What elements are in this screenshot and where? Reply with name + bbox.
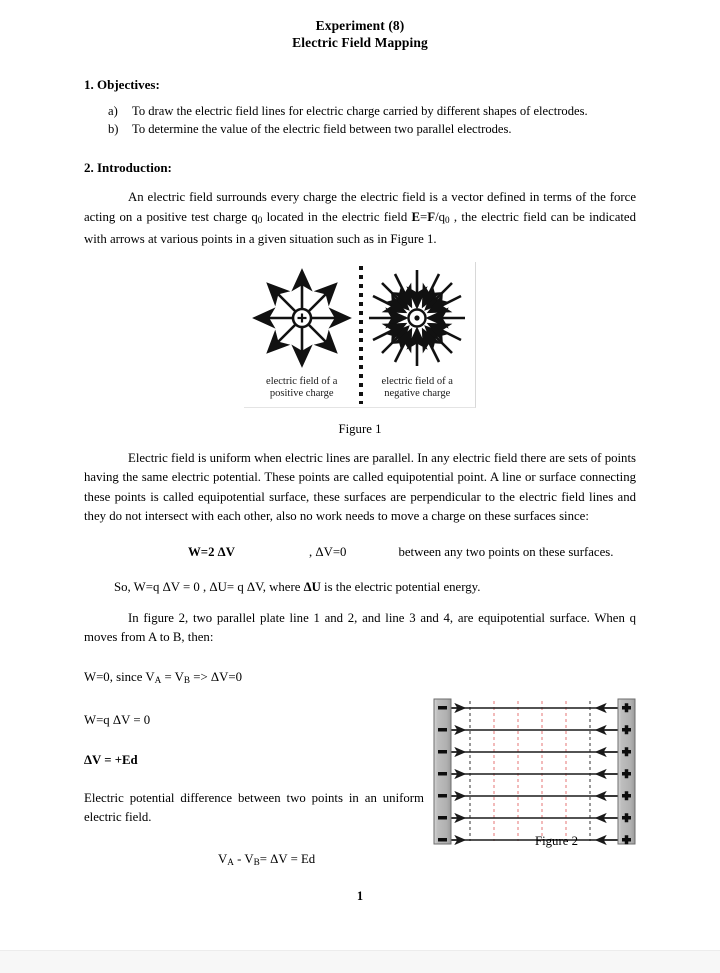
equation-6-sub-b: B [253, 856, 260, 867]
equation-2-bold: ΔU [303, 579, 321, 594]
intro-p1-sub1: 0 [257, 214, 263, 225]
parallel-plate-field-diagram [428, 695, 640, 847]
equation-6-part1: V [218, 851, 228, 866]
figure2-section [84, 668, 636, 848]
document-content [84, 18, 636, 904]
equation-3-sub-b: B [183, 674, 191, 685]
objective-item-a [108, 103, 636, 120]
page-number: 1 [356, 888, 364, 903]
introduction-paragraph-1 [84, 188, 636, 250]
figure1-negative-caption-line1: electric field of a [381, 375, 453, 387]
figure1-wrapper [84, 262, 636, 408]
title-line-2: Electric Field Mapping [292, 34, 428, 50]
objective-marker-b: b) [108, 122, 119, 136]
equation-3-tail: => ΔV=0 [190, 669, 242, 684]
document-title [84, 18, 636, 51]
intro-p1-bold-E: E [411, 209, 421, 224]
negative-charge-field-diagram [361, 262, 473, 374]
objectives-heading: 1. Objectives: [84, 77, 160, 92]
equation-6-sub-a: A [227, 856, 234, 867]
intro-p1-part1: An electric field surrounds every charge the electric field is a vector defined in terms of the force acting on a positive test charge q [84, 190, 636, 224]
objective-text-b: To determine the value of the electric field between two parallel electrodes. [132, 122, 512, 136]
figure2-left-column [84, 668, 424, 828]
figure2-image [428, 695, 640, 847]
figure2-caption: Figure 2 [534, 833, 578, 848]
figure1-caption: Figure 1 [338, 421, 382, 436]
figure1-negative-caption-line2: negative charge [384, 388, 451, 400]
figure1-negative-caption [382, 376, 453, 401]
equation-2-part1: So, W=q ΔV = 0 , ΔU= q ΔV, where [114, 579, 304, 594]
figure1-positive-caption-line1: electric field of a [266, 375, 338, 387]
figure2-intro-paragraph: In figure 2, two parallel plate line 1 and 2, and line 3 and 4, are equipotential surface. When q moves from A to B, then: [84, 610, 636, 645]
intro-p1-part5: , the electric field can be indicated with arrows at various points in a given situation such as in Figure 1. [84, 209, 637, 247]
page-bottom-band [0, 950, 720, 973]
equation-3-part1: W=0, since V [84, 669, 155, 684]
intro-p1-sub2: 0 [445, 214, 450, 225]
figure1-negative-panel [360, 262, 476, 407]
objective-marker-a: a) [108, 104, 118, 118]
figure1-positive-caption-line2: positive charge [269, 388, 334, 400]
intro-p1-part2: located in the electric field [262, 209, 412, 224]
intro-p1-part4: /q [435, 209, 446, 224]
title-line-1: Experiment (8) [315, 18, 405, 33]
figure1-image [244, 262, 476, 408]
figure1-positive-caption [266, 376, 337, 401]
equation-1-mid: , ΔV=0 [308, 544, 347, 559]
equation-va-minus-vb [84, 852, 636, 867]
positive-charge-field-diagram [246, 262, 358, 374]
equation-1-lhs: W=2 ΔV [188, 544, 235, 559]
equation-w-2-delta-v [84, 543, 636, 562]
intro-p1-bold-F: F [427, 209, 436, 224]
figure2-description-paragraph: Electric potential difference between two points in an uniform electric field. [84, 790, 424, 825]
equation-3-mid: = V [161, 669, 184, 684]
equation-w-zero [84, 668, 424, 689]
figure1-positive-panel [244, 262, 360, 407]
equation-6-part3: = ΔV = Ed [259, 851, 316, 866]
equation-2-tail: is the electric potential energy. [320, 579, 481, 594]
equation-6-part2: - V [233, 851, 254, 866]
equation-1-tail: between any two points on these surfaces. [398, 544, 614, 559]
objective-item-b [108, 121, 636, 138]
objectives-list [84, 103, 636, 138]
equation-w-q-delta-v-zero: W=q ΔV = 0 [84, 712, 151, 727]
introduction-paragraph-2: Electric field is uniform when electric lines are parallel. In any electric field there are sets of points having the same electric potential. These points are called equipotential point. A line or surface connecting these points is called equipotential surface, these surfaces are perpendicular to the electric field lines and they do not intersect with each other, also no work needs to move a charge on these surfaces since: [84, 450, 636, 524]
equation-3-sub-a: A [154, 674, 162, 685]
intro-p1-part3: = [420, 209, 428, 224]
introduction-heading: 2. Introduction: [84, 160, 172, 175]
objective-text-a: To draw the electric field lines for electric charge carried by different shapes of electrodes. [132, 104, 588, 118]
equation-so-w-q-delta-v [84, 578, 636, 597]
equation-delta-v-ed [84, 751, 424, 769]
equation-5-bold: ΔV = +Ed [84, 752, 138, 767]
